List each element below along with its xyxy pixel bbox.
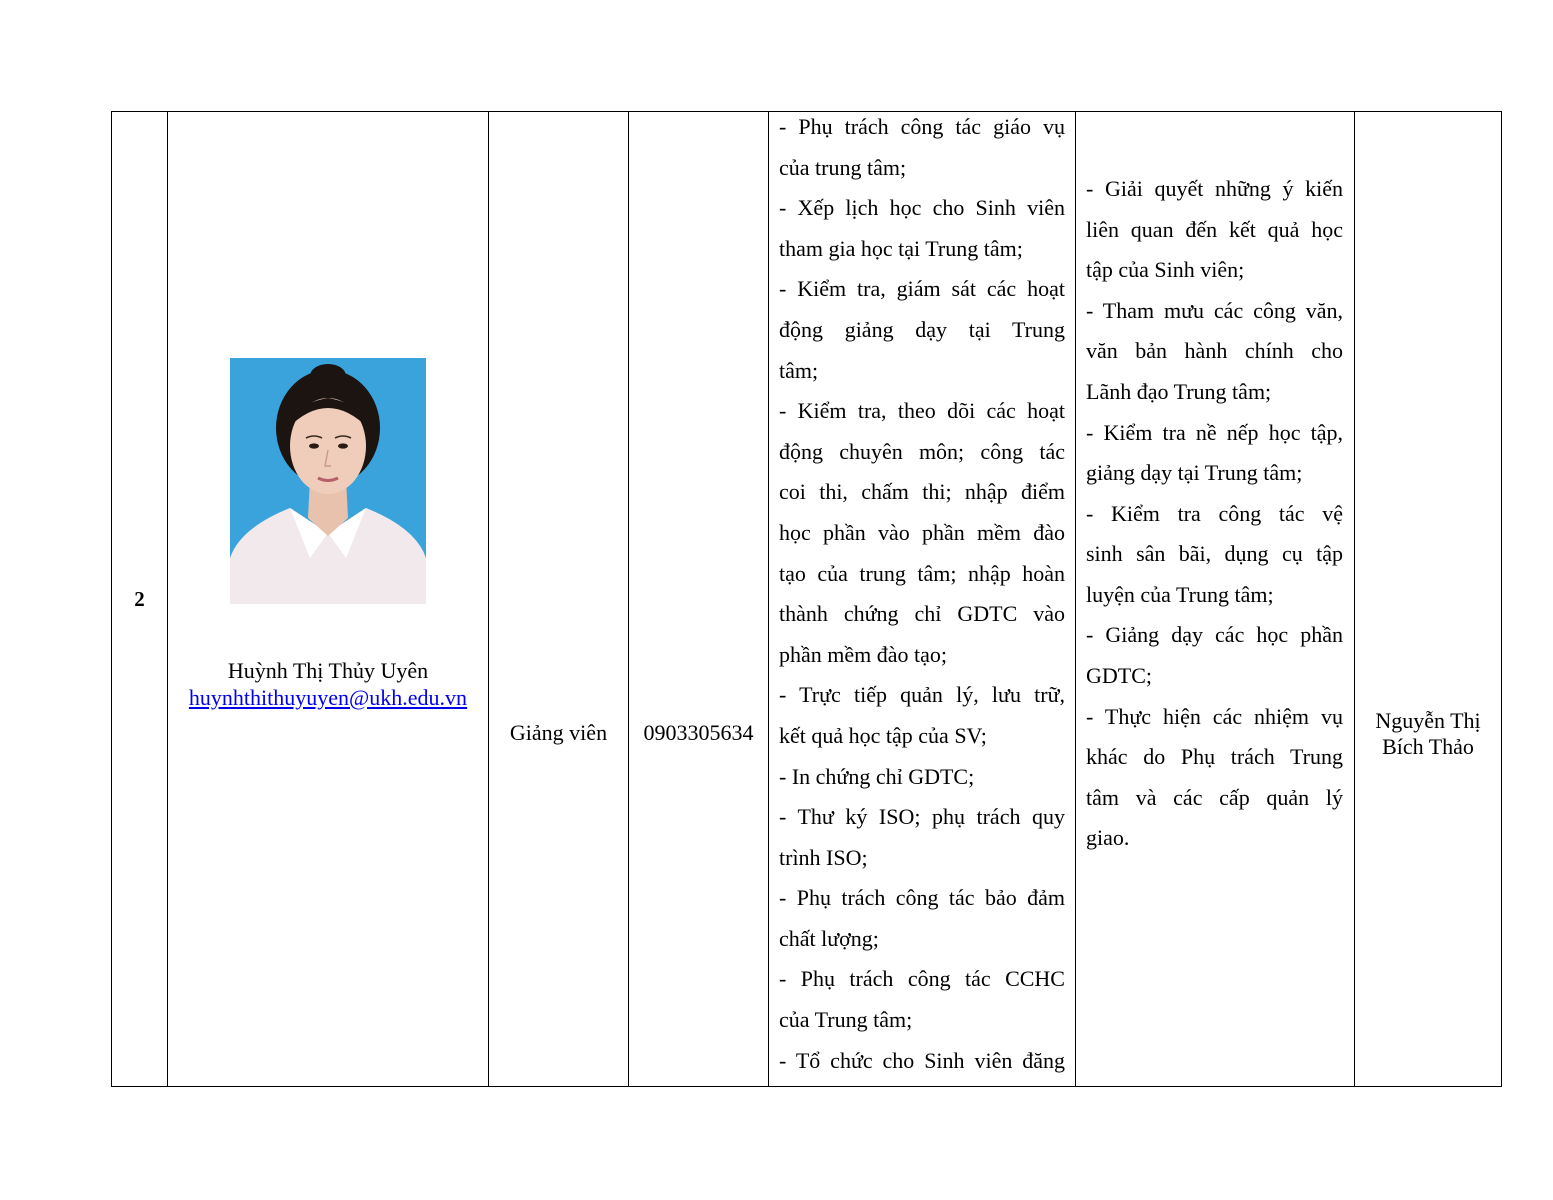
extra-duty-line: giao. <box>1086 825 1130 851</box>
duty-line: - Kiểm tra, theo dõi các hoạt <box>779 398 1065 424</box>
duty-line: kết quả học tập của SV; <box>779 722 987 748</box>
extra-duty-line: - Thực hiện các nhiệm vụ <box>1086 703 1343 729</box>
table-row <box>112 112 1502 1087</box>
duty-line: - Phụ trách công tác giáo vụ <box>779 114 1065 139</box>
duty-line: tham gia học tại Trung tâm; <box>779 235 1023 261</box>
extra-duty-line: GDTC; <box>1086 663 1152 689</box>
extra-duty-line: Lãnh đạo Trung tâm; <box>1086 378 1272 404</box>
duty-line: của Trung tâm; <box>779 1007 913 1033</box>
duty-line: - In chứng chỉ GDTC; <box>779 763 975 789</box>
staff-phone <box>629 112 769 1087</box>
duty-line: tạo của trung tâm; nhập hoàn <box>779 560 1065 586</box>
extra-duty-line: khác do Phụ trách Trung <box>1086 744 1343 770</box>
extra-duty-line: liên quan đến kết quả học <box>1086 216 1343 242</box>
duty-line: thành chứng chỉ GDTC vào <box>779 601 1065 627</box>
extra-duty-line: - Giải quyết những ý kiến <box>1086 175 1343 201</box>
extra-duty-line: giảng dạy tại Trung tâm; <box>1086 460 1303 486</box>
staff-email-link[interactable]: huynhthithuyuyen@ukh.edu.vn <box>188 684 468 710</box>
duty-line: - Phụ trách công tác bảo đảm <box>779 885 1065 911</box>
extra-duty-line: tập của Sinh viên; <box>1086 257 1245 283</box>
duty-line: phần mềm đào tạo; <box>779 641 948 667</box>
duty-line: chất lượng; <box>779 925 879 951</box>
staff-table <box>111 111 1502 1087</box>
duty-line: - Xếp lịch học cho Sinh viên <box>779 195 1065 221</box>
extra-duty-line: văn bản hành chính cho <box>1086 338 1343 364</box>
duty-line: của trung tâm; <box>779 154 907 180</box>
duty-line: tâm; <box>779 357 819 383</box>
extra-duty-line: luyện của Trung tâm; <box>1086 581 1274 607</box>
extra-duty-line: - Kiểm tra công tác vệ <box>1086 500 1343 526</box>
row-number: 2 <box>112 112 168 1087</box>
staff-role <box>489 112 629 1087</box>
supervisor-name-line1: Nguyễn Thị <box>1375 708 1481 733</box>
duty-line: động chuyên môn; công tác <box>779 438 1065 464</box>
duty-line: - Phụ trách công tác CCHC <box>779 966 1065 992</box>
duties-list <box>769 107 1075 1081</box>
extra-duty-line: - Kiểm tra nề nếp học tập, <box>1086 419 1343 445</box>
duty-line: động giảng dạy tại Trung <box>779 316 1065 342</box>
staff-role-text: Giảng viên <box>509 719 608 745</box>
duty-line: - Kiểm tra, giám sát các hoạt <box>779 276 1065 302</box>
duty-line: - Trực tiếp quản lý, lưu trữ, <box>779 682 1065 708</box>
supervisor-cell <box>1355 112 1502 1087</box>
duties-cell <box>769 112 1076 1087</box>
duty-line: - Thư ký ISO; phụ trách quy <box>779 804 1065 830</box>
extra-duty-line: sinh sân bãi, dụng cụ tập <box>1086 541 1343 567</box>
extra-duties-cell <box>1076 112 1355 1087</box>
duty-line: - Tổ chức cho Sinh viên đăng <box>779 1047 1065 1073</box>
staff-name: Huỳnh Thị Thủy Uyên <box>227 657 429 683</box>
extra-duty-line: - Tham mưu các công văn, <box>1086 297 1343 323</box>
duty-line: học phần vào phần mềm đào <box>779 519 1065 545</box>
duty-line: trình ISO; <box>779 844 868 870</box>
duty-line: coi thi, chấm thi; nhập điểm <box>779 479 1065 505</box>
extra-duties-list <box>1076 169 1354 859</box>
staff-photo <box>230 358 426 604</box>
extra-duty-line: - Giảng dạy các học phần <box>1086 622 1343 648</box>
staff-phone-text: 0903305634 <box>643 719 754 745</box>
staff-info-cell <box>168 112 489 1087</box>
supervisor-name-line2: Bích Thảo <box>1382 734 1474 759</box>
extra-duty-line: tâm và các cấp quản lý <box>1086 784 1343 810</box>
